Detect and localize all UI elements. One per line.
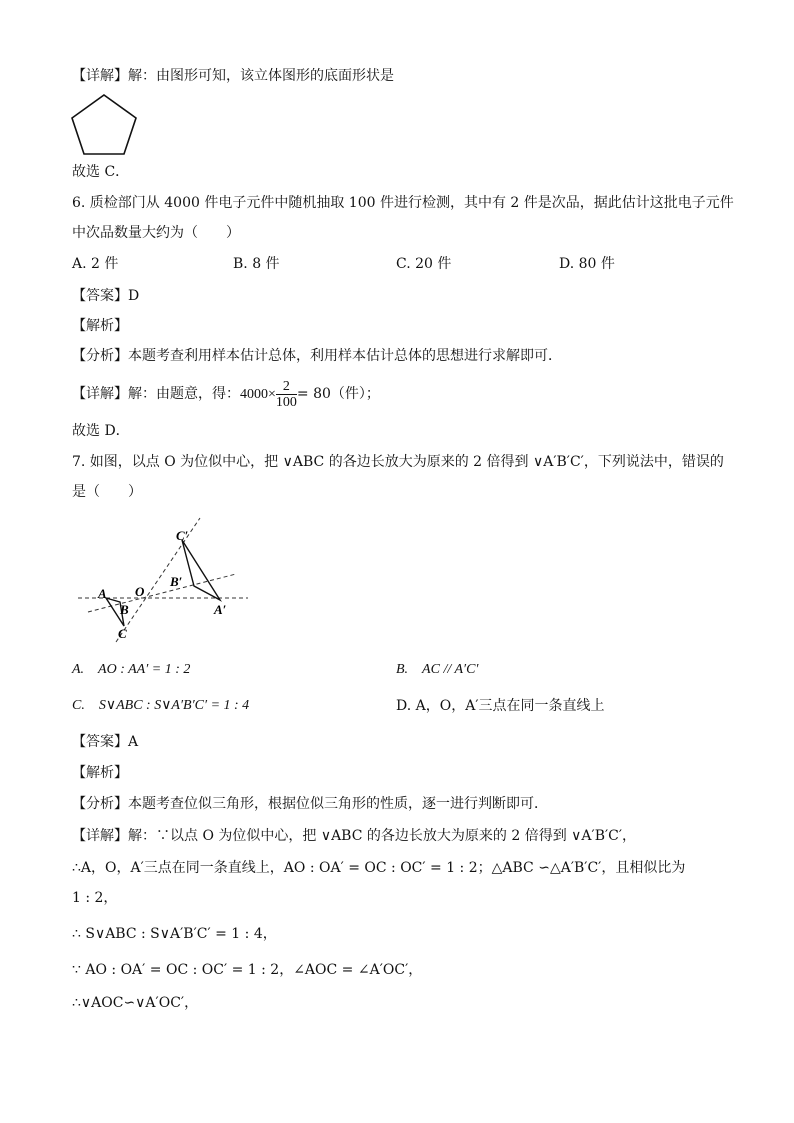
q6-detail-prefix: 【详解】解：由题意，得： xyxy=(72,386,240,402)
homothety-figure xyxy=(72,512,252,644)
q6-option-b: B. 8 件 xyxy=(233,256,280,272)
label-o: O xyxy=(135,584,145,599)
q6-jiexi-heading: 【解析】 xyxy=(72,318,128,334)
q7-detail-line-6: ∴∨AOC∽∨A′OC′， xyxy=(72,995,199,1011)
label-b-prime: B′ xyxy=(170,574,183,589)
q6-detail xyxy=(72,376,380,413)
choose-d: 故选 D． xyxy=(72,423,130,439)
q6-stem-line1: 6. 质检部门从 4000 件电子元件中随机抽取 100 件进行检测，其中有 2 件是次品，据此估计这批电子元件 xyxy=(72,195,734,211)
q6-answer: 【答案】D xyxy=(72,288,140,304)
q7-detail-line-5: ∵ AO : OA′ = OC : OC′ = 1 : 2，∠AOC = ∠A′OC′， xyxy=(72,962,423,978)
q7-option-d: D. A，O，A′三点在同一条直线上 xyxy=(396,698,605,714)
fraction-numerator: 2 xyxy=(276,379,297,395)
q6-option-d: D. 80 件 xyxy=(559,256,615,272)
q7-answer: 【答案】A xyxy=(72,734,139,750)
label-a: A xyxy=(98,586,107,601)
q7-detail-line-3: 1 : 2， xyxy=(72,890,118,906)
q7-stem-line1: 7. 如图，以点 O 为位似中心，把 ∨ABC 的各边长放大为原来的 2 倍得到 ∨A′B′C′，下列说法中，错误的 xyxy=(72,454,724,470)
choose-c: 故选 C． xyxy=(72,164,130,180)
fraction-denominator: 100 xyxy=(275,394,297,410)
q6-detail-rhs: = 80（件）； xyxy=(296,386,380,402)
label-c: C xyxy=(118,626,127,641)
q7-detail-line-2: ∴A，O，A′三点在同一条直线上，AO : OA′ = OC : OC′ = 1 : 2；△ABC ∽△A′B′C′，且相似比为 xyxy=(72,860,686,876)
q7-stem-line2: 是（ ） xyxy=(72,484,142,500)
q7-option-b: B. AC // A′C′ xyxy=(396,662,479,677)
q7-detail-line-1: 【详解】解：∵以点 O 为位似中心，把 ∨ABC 的各边长放大为原来的 2 倍得到 ∨A′B′C′， xyxy=(72,828,637,844)
q6-analysis: 【分析】本题考查利用样本估计总体，利用样本估计总体的思想进行求解即可． xyxy=(72,348,562,364)
q7-analysis: 【分析】本题考查位似三角形，根据位似三角形的性质，逐一进行判断即可． xyxy=(72,796,548,812)
q6-option-c: C. 20 件 xyxy=(396,256,452,272)
q7-jiexi-heading: 【解析】 xyxy=(72,765,128,781)
label-c-prime: C′ xyxy=(176,528,189,543)
q7-option-c: C. S∨ABC : S∨A′B′C′ = 1 : 4 xyxy=(72,698,250,713)
q6-option-a: A. 2 件 xyxy=(72,256,119,272)
q6-fraction xyxy=(276,379,297,410)
q6-detail-lhs: 4000× xyxy=(240,387,276,402)
label-b: B xyxy=(120,602,129,617)
q6-stem-line2: 中次品数量大约为（ ） xyxy=(72,225,240,241)
q7-detail-line-4: ∴ S∨ABC : S∨A′B′C′ = 1 : 4， xyxy=(72,926,277,942)
q7-option-a: A. AO : AA′ = 1 : 2 xyxy=(72,662,191,677)
detail-line: 【详解】解：由图形可知，该立体图形的底面形状是 xyxy=(72,68,394,84)
label-a-prime: A′ xyxy=(214,602,227,617)
pentagon-figure xyxy=(68,92,140,158)
